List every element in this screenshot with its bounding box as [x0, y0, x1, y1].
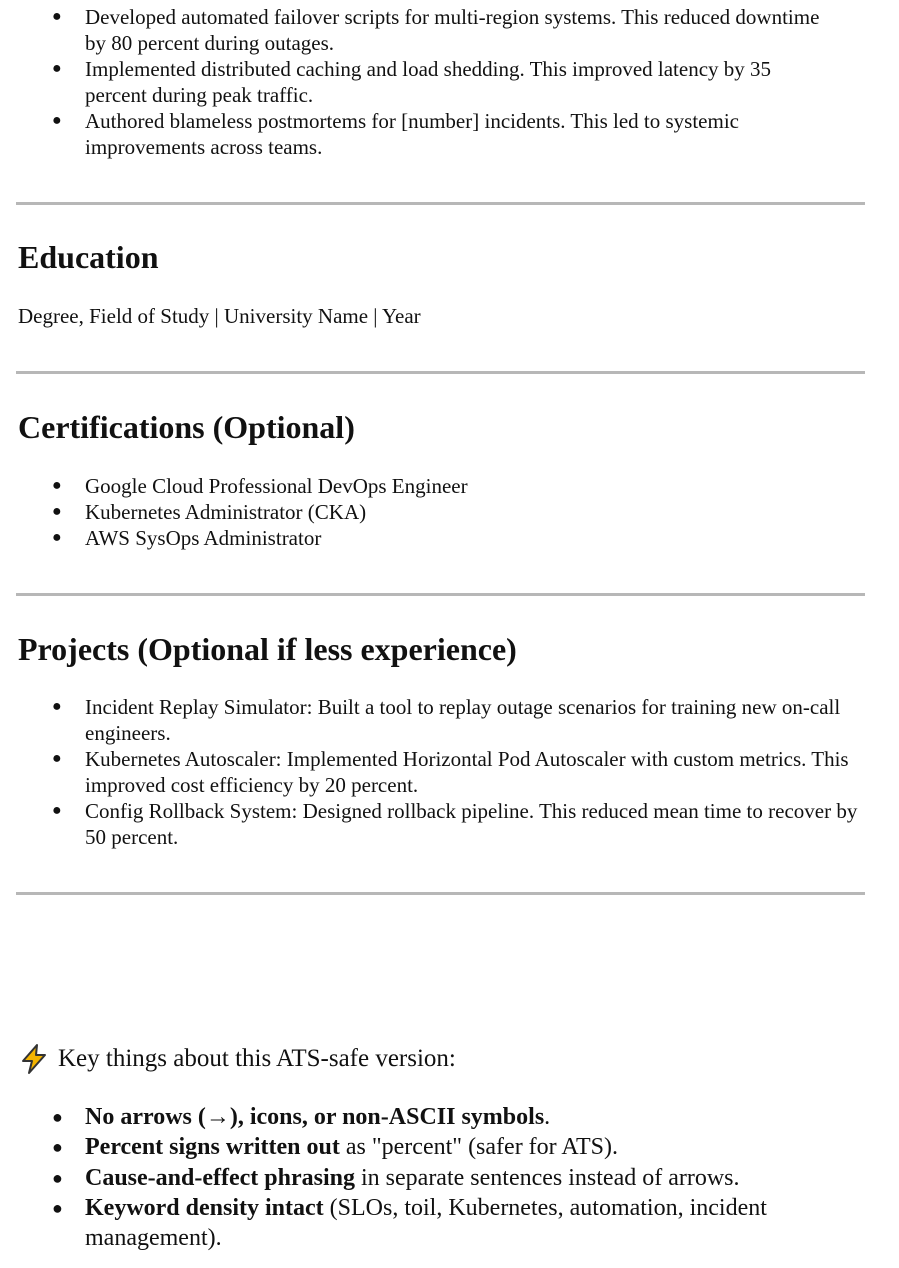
section-divider: [16, 202, 865, 205]
list-item: ● Config Rollback System: Designed rollback pipeline. This reduced mean time to recover by 50 percent.: [52, 799, 858, 849]
projects-list: [18, 694, 868, 850]
education-line: Degree, Field of Study | University Name | Year: [18, 304, 421, 328]
list-item: ● Developed automated failover scripts for multi-region systems. This reduced downtime by 80 percent during outages.: [52, 5, 820, 55]
list-item: ● Authored blameless postmortems for [number] incidents. This led to systemic improvements across teams.: [52, 109, 739, 159]
list-item: ● Kubernetes Administrator (CKA): [52, 500, 367, 524]
projects-heading: Projects (Optional if less experience): [18, 631, 517, 667]
list-item: ● Google Cloud Professional DevOps Engineer: [52, 474, 468, 498]
certifications-heading: Certifications (Optional): [18, 409, 355, 445]
section-divider: [16, 371, 865, 374]
list-item: ● Kubernetes Autoscaler: Implemented Horizontal Pod Autoscaler with custom metrics. This improved cost efficiency by 20 percent.: [52, 747, 849, 797]
list-item: ● Cause-and-effect phrasing in separate sentences instead of arrows.: [52, 1164, 740, 1191]
list-item: ● Incident Replay Simulator: Built a tool to replay outage scenarios for training new on-call engineers.: [52, 695, 841, 745]
experience-bullet-list: [18, 4, 838, 160]
ats-notes-list: [18, 1102, 858, 1253]
list-item: ● No arrows (→), icons, or non-ASCII symbols.: [52, 1104, 551, 1130]
list-item: ● AWS SysOps Administrator: [52, 526, 322, 550]
certifications-list: [18, 473, 838, 551]
lightning-icon: [18, 1043, 58, 1075]
section-divider: [16, 593, 865, 596]
list-item: ● Implemented distributed caching and load shedding. This improved latency by 35 percent during peak traffic.: [52, 57, 772, 107]
section-divider: [16, 892, 865, 895]
education-heading: Education: [18, 239, 159, 275]
list-item: ● Percent signs written out as "percent" (safer for ATS).: [52, 1134, 619, 1161]
ats-notes-intro: [18, 1043, 456, 1075]
ats-notes-intro-text: Key things about this ATS-safe version:: [58, 1045, 456, 1072]
list-item: ● Keyword density intact (SLOs, toil, Kubernetes, automation, incident management).: [52, 1194, 767, 1252]
